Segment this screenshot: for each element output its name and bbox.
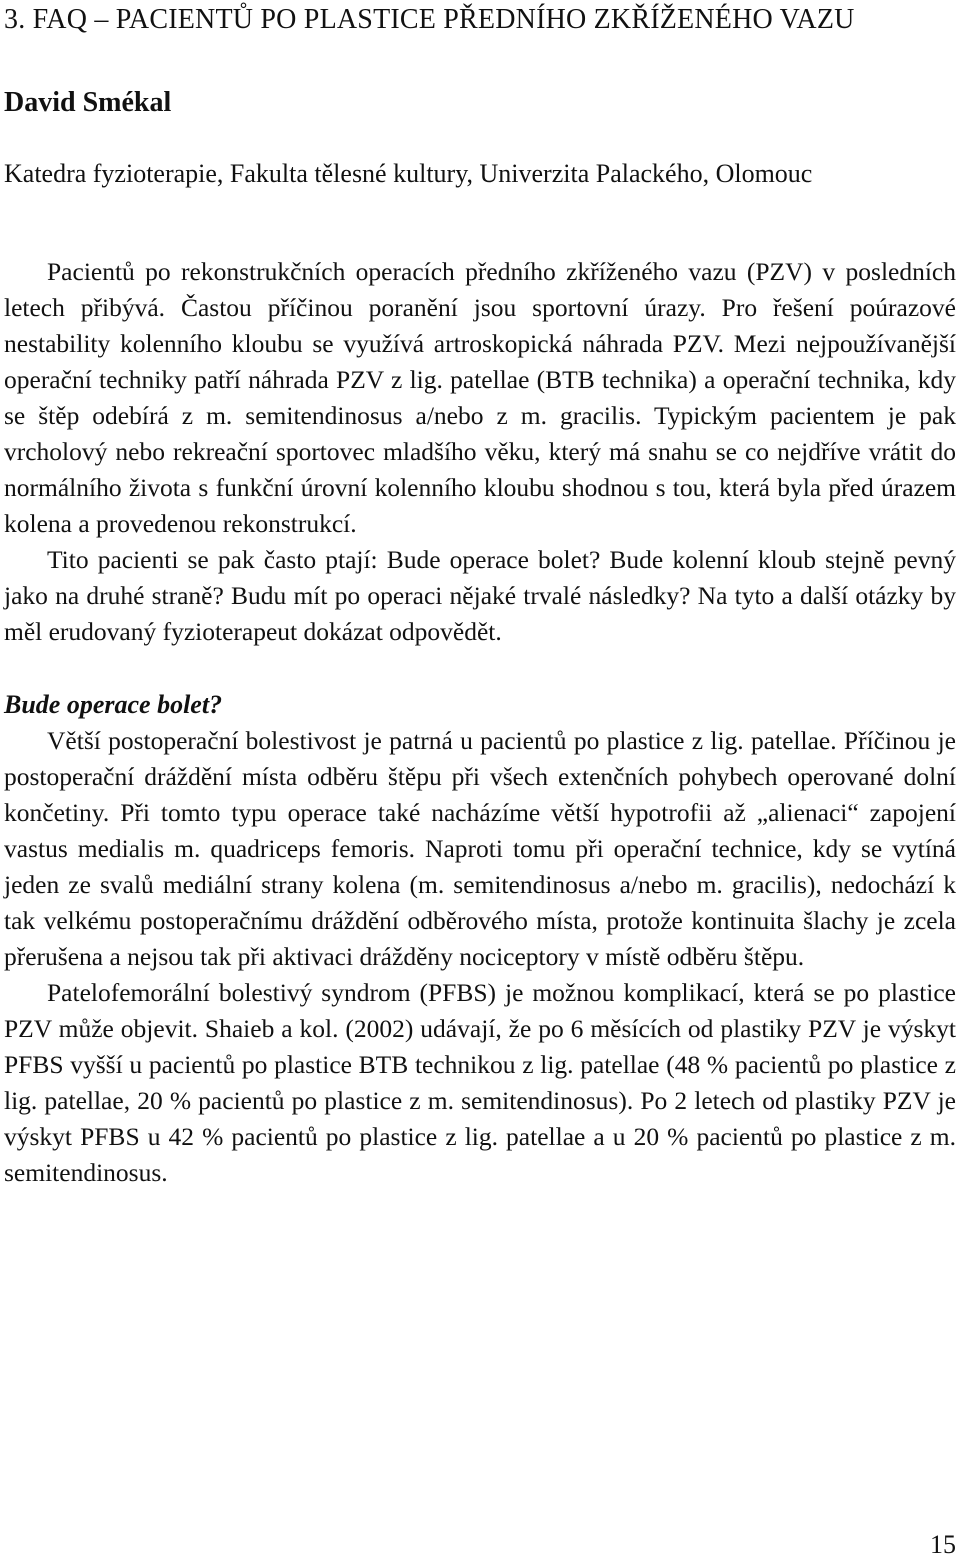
section-paragraph-1: Větší postoperační bolestivost je patrná u pacientů po plastice z lig. patellae. Příčinou je postoperační dráždění místa odběru štěpu při všech extenčních pohybech operované dolní končetiny. Při tomto typu operace také nacházíme větší hypotrofii až „alienaci“ zapojení vastus medialis m. quadriceps femoris. Naproti tomu při operační technice, kdy se vytíná jeden ze svalů mediální strany kolena (m. semitendinosus a/nebo m. gracilis), nedochází k tak velkému postoperačnímu dráždění odběrového místa, protože kontinuita šlachy je zcela přerušena a nejsou tak při aktivaci drážděny nociceptory v místě odběru štěpu. (4, 726, 956, 971)
intro-paragraph-1: Pacientů po rekonstrukčních operacích předního zkříženého vazu (PZV) v posledních letech přibývá. Častou příčinou poranění jsou sportovní úrazy. Pro řešení poúrazové nestability kolenního kloubu se využívá artroskopická náhrada PZV. Mezi nejpoužívanější operační techniky patří náhrada PZV z lig. patellae (BTB technika) a operační technika, kdy se štěp odebírá z m. semitendinosus a/nebo z m. gracilis. Typickým pacientem je pak vrcholový nebo rekreační sportovec mladšího věku, který má snahu se co nejdříve vrátit do normálního života s funkční úrovní kolenního kloubu shodnou s tou, která byla před úrazem kolena a provedenou rekonstrukcí. (4, 257, 956, 538)
intro-paragraph-2: Tito pacienti se pak často ptají: Bude operace bolet? Bude kolenní kloub stejně pevný jako na druhé straně? Budu mít po operaci nějaké trvalé následky? Na tyto a další otázky by měl erudovaný fyzioterapeut dokázat odpovědět. (4, 545, 956, 646)
page-number: 15 (930, 1530, 956, 1559)
chapter-title: 3. FAQ – PACIENTŮ PO PLASTICE PŘEDNÍHO ZKŘÍŽENÉHO VAZU (4, 4, 855, 35)
article-body (4, 254, 956, 1191)
author-name: David Smékal (4, 87, 172, 118)
section-paragraph-2: Patelofemorální bolestivý syndrom (PFBS) je možnou komplikací, která se po plastice PZV může objevit. Shaieb a kol. (2002) udávají, že po 6 měsících od plastiky PZV je výskyt PFBS vyšší u pacientů po plastice BTB technikou z lig. patellae (48 % pacientů po plastice z lig. patellae, 20 % pacientů po plastice z m. semitendinosus). Po 2 letech od plastiky PZV je výskyt PFBS u 42 % pacientů po plastice z lig. patellae a u 20 % pacientů po plastice z m. semitendinosus. (4, 978, 956, 1187)
document-page (4, 0, 956, 1191)
author-affiliation: Katedra fyzioterapie, Fakulta tělesné kultury, Univerzita Palackého, Olomouc (4, 159, 813, 188)
section-heading: Bude operace bolet? (4, 690, 223, 719)
